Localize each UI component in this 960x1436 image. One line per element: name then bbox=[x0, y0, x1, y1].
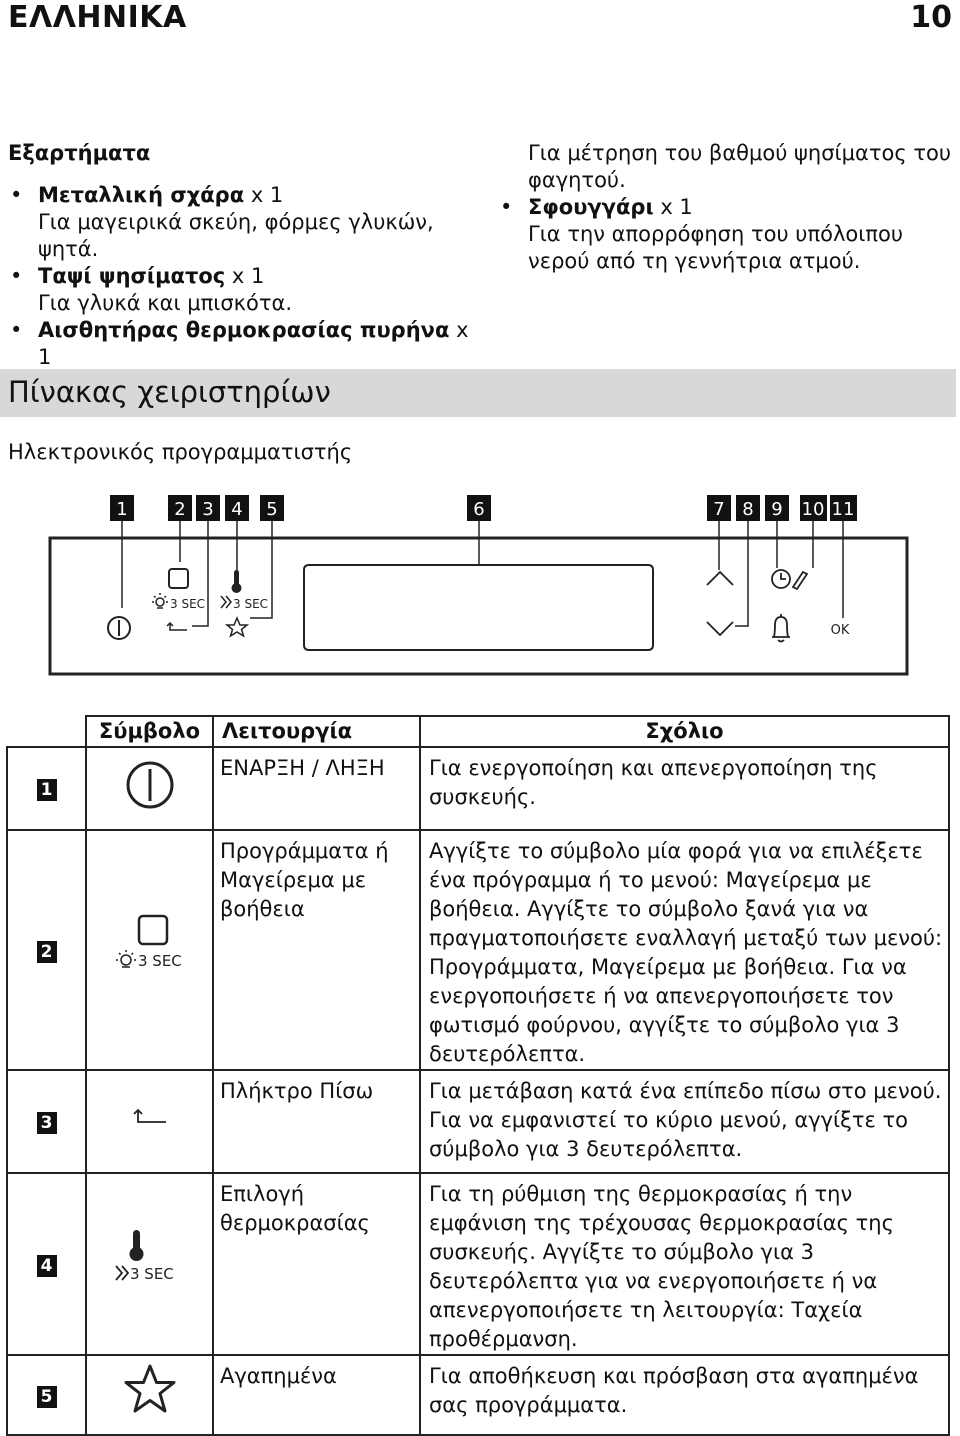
row-function: Αγαπημένα bbox=[213, 1355, 420, 1435]
accessory-item: • Αισθητήρας θερμοκρασίας πυρήνα x 1 bbox=[8, 317, 478, 371]
callout-3 bbox=[196, 495, 220, 521]
table-row bbox=[7, 1173, 949, 1355]
callout-8 bbox=[736, 495, 760, 521]
header-symbol: Σύμβολο bbox=[86, 716, 213, 747]
control-panel-diagram bbox=[0, 490, 960, 690]
header-comment: Σχόλιο bbox=[420, 716, 949, 747]
star-icon bbox=[122, 1363, 178, 1419]
controls-table bbox=[6, 715, 950, 1436]
table-row bbox=[7, 1070, 949, 1173]
light-icon bbox=[152, 593, 168, 608]
bell-icon[interactable] bbox=[772, 614, 790, 642]
svg-text:10: 10 bbox=[801, 499, 825, 520]
callout-6 bbox=[467, 495, 491, 521]
page-header bbox=[8, 0, 952, 36]
accessories-right-column bbox=[528, 140, 958, 275]
accessories-left-column bbox=[8, 140, 478, 371]
svg-text:6: 6 bbox=[473, 499, 485, 520]
back-icon bbox=[130, 1106, 170, 1130]
power-icon bbox=[122, 757, 178, 813]
svg-text:9: 9 bbox=[771, 499, 783, 520]
back-icon[interactable] bbox=[167, 623, 187, 630]
accessory-note: Για γλυκά και μπισκότα. bbox=[38, 291, 293, 315]
fast-heat-icon bbox=[221, 596, 231, 608]
row-comment: Για μετάβαση κατά ένα επίπεδο πίσω στο μενού. Για να εμφανιστεί το κύριο μενού, αγγίξτε το σύμβολο για 3 δευτερόλεπτα. bbox=[420, 1070, 949, 1173]
up-arrow-icon[interactable] bbox=[707, 572, 733, 585]
table-row bbox=[7, 747, 949, 830]
accessory-note: Για την απορρόφηση του υπόλοιπου νερού από τη γεννήτρια ατμού. bbox=[528, 222, 903, 273]
svg-text:11: 11 bbox=[831, 499, 855, 520]
svg-text:5: 5 bbox=[266, 499, 278, 520]
accessories-title: Εξαρτήματα bbox=[8, 141, 151, 165]
table-header-row bbox=[7, 716, 949, 747]
row-comment: Για ενεργοποίηση και απενεργοποίηση της συσκευής. bbox=[420, 747, 949, 830]
row-number: 3 bbox=[37, 1112, 57, 1134]
svg-text:3 SEC: 3 SEC bbox=[129, 1265, 174, 1283]
callout-11 bbox=[830, 495, 857, 521]
svg-text:3 SEC: 3 SEC bbox=[137, 952, 182, 970]
light-hold-label: 3 SEC bbox=[170, 597, 206, 611]
callout-10 bbox=[800, 495, 827, 521]
callout-9 bbox=[765, 495, 789, 521]
accessory-item: • Σφουγγάρι x 1 bbox=[498, 194, 958, 221]
callout-7 bbox=[707, 495, 731, 521]
callout-4 bbox=[225, 495, 249, 521]
section-subtitle: Ηλεκτρονικός προγραμματιστής bbox=[8, 440, 353, 464]
accessory-note: Για μαγειρικά σκεύη, φόρμες γλυκών, ψητά. bbox=[38, 210, 434, 261]
accessory-item: • Μεταλλική σχάρα x 1 bbox=[8, 182, 478, 209]
row-comment: Για τη ρύθμιση της θερμοκρασίας ή την εμφάνιση της τρέχουσας θερμοκρασίας της συσκευής. Αγγίξτε το σύμβολο για 3 δευτερόλεπτα για να ενεργοποιήσετε ή να απενεργοποιήσετε τη λειτουργία: Ταχεία προθέρμανση. bbox=[420, 1173, 949, 1355]
callout-2 bbox=[168, 495, 192, 521]
section-title: Πίνακας χειριστηρίων bbox=[8, 375, 331, 409]
svg-text:1: 1 bbox=[116, 499, 128, 520]
row-number: 4 bbox=[37, 1255, 57, 1277]
svg-text:2: 2 bbox=[174, 499, 186, 520]
programs-icon[interactable] bbox=[169, 569, 188, 588]
section-header bbox=[0, 369, 956, 417]
row-number: 2 bbox=[37, 941, 57, 963]
svg-text:4: 4 bbox=[231, 499, 243, 520]
table-row bbox=[7, 830, 949, 1070]
ok-button[interactable]: OK bbox=[830, 623, 850, 638]
thermometer-icon[interactable] bbox=[232, 570, 242, 593]
svg-text:8: 8 bbox=[742, 499, 754, 520]
page-number: 10 bbox=[910, 0, 952, 35]
programs-light-icon bbox=[110, 914, 190, 978]
star-icon[interactable] bbox=[227, 618, 247, 636]
row-function: Πλήκτρο Πίσω bbox=[213, 1070, 420, 1173]
row-function: Επιλογή θερμοκρασίας bbox=[213, 1173, 420, 1355]
thermometer-icon bbox=[110, 1228, 190, 1292]
clock-icon[interactable] bbox=[772, 570, 807, 589]
row-number: 1 bbox=[37, 779, 57, 801]
svg-text:7: 7 bbox=[713, 499, 725, 520]
control-panel-svg bbox=[0, 490, 960, 690]
callout-1 bbox=[110, 495, 134, 521]
row-number: 5 bbox=[37, 1386, 57, 1408]
svg-text:3: 3 bbox=[202, 499, 214, 520]
callout-5 bbox=[260, 495, 284, 521]
row-function: ΕΝΑΡΞΗ / ΛΗΞΗ bbox=[213, 747, 420, 830]
accessory-item: • Ταψί ψησίματος x 1 bbox=[8, 263, 478, 290]
table-row bbox=[7, 1355, 949, 1435]
row-comment: Για αποθήκευση και πρόσβαση στα αγαπημένα σας προγράμματα. bbox=[420, 1355, 949, 1435]
down-arrow-icon[interactable] bbox=[707, 622, 733, 635]
temp-hold-label: 3 SEC bbox=[233, 597, 269, 611]
row-function: Προγράμματα ή Μαγείρεμα με βοήθεια bbox=[213, 830, 420, 1070]
language-title: ΕΛΛΗΝΙΚΑ bbox=[8, 0, 187, 35]
accessory-note: Για μέτρηση του βαθμού ψησίματος του φαγητού. bbox=[528, 141, 951, 192]
power-icon[interactable] bbox=[108, 617, 130, 639]
header-function: Λειτουργία bbox=[213, 716, 420, 747]
display-area bbox=[304, 565, 653, 650]
row-comment: Αγγίξτε το σύμβολο μία φορά για να επιλέξετε ένα πρόγραμμα ή το μενού: Μαγείρεμα με βοήθεια. Αγγίξτε το σύμβολο ξανά για να πραγματοποιήσετε εναλλαγή μεταξύ των μενού: Προγράμματα, Μαγείρεμα με βοήθεια. Για να ενεργοποιήσετε ή να απενεργοποιήσετε τον φωτισμό φούρνου, αγγίξτε το σύμβολο για 3 δευτερόλεπτα. bbox=[420, 830, 949, 1070]
